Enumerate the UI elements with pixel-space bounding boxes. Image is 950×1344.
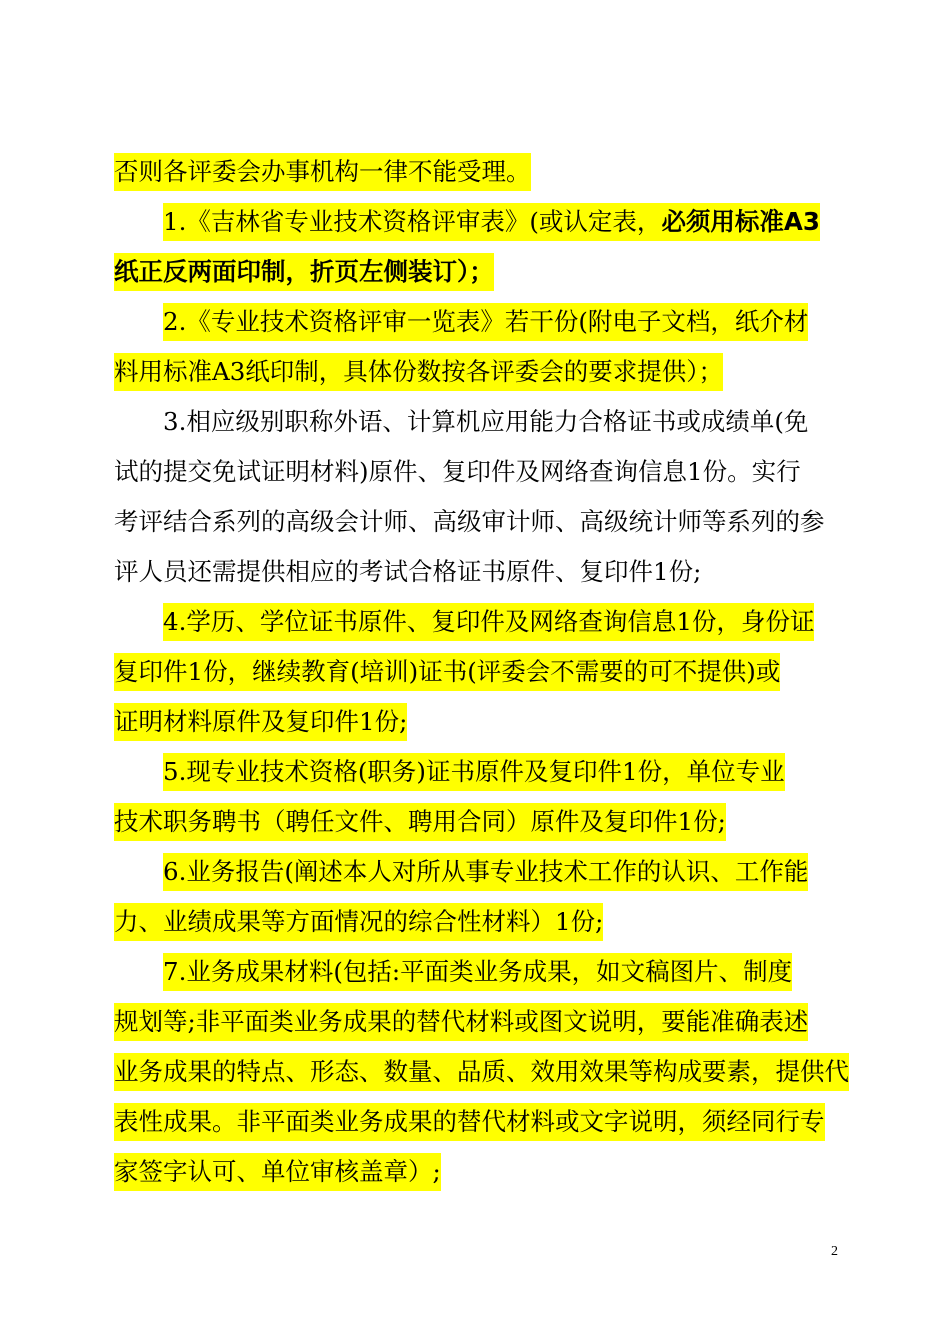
highlighted-text: 料用标准A3纸印制，具体份数按各评委会的要求提供）； xyxy=(114,353,723,391)
list-item-4-line-1 xyxy=(163,605,814,655)
list-item-2-line-1 xyxy=(163,305,808,355)
list-item-7-line-4 xyxy=(114,1105,825,1155)
text: 3.相应级别职称外语、计算机应用能力合格证书或成绩单(免 xyxy=(163,407,809,436)
highlighted-text: 5.现专业技术资格(职务)证书原件及复印件1份，单位专业 xyxy=(163,753,785,791)
bold-highlighted-text: 必须用标准A3 xyxy=(661,203,820,241)
list-item-7-line-3 xyxy=(114,1055,849,1105)
list-item-1-line-1 xyxy=(163,205,820,255)
highlighted-text: 业务成果的特点、形态、数量、品质、效用效果等构成要素，提供代 xyxy=(114,1053,849,1091)
highlighted-text: 6.业务报告(阐述本人对所从事专业技术工作的认识、工作能 xyxy=(163,853,808,891)
text: 评人员还需提供相应的考试合格证书原件、复印件1份; xyxy=(114,557,702,586)
list-item-3-line-4 xyxy=(114,555,701,605)
list-item-3-line-3 xyxy=(114,505,825,555)
list-item-3-line-2 xyxy=(114,455,801,505)
list-item-5-line-2 xyxy=(114,805,726,855)
list-item-7-line-5 xyxy=(114,1155,441,1205)
highlighted-text: 7.业务成果材料(包括:平面类业务成果，如文稿图片、制度 xyxy=(163,953,792,991)
list-item-2-line-2 xyxy=(114,355,723,405)
highlighted-text: 家签字认可、单位审核盖章）; xyxy=(114,1153,441,1191)
highlighted-text: 表性成果。非平面类业务成果的替代材料或文字说明，须经同行专 xyxy=(114,1103,825,1141)
highlighted-text: 技术职务聘书（聘任文件、聘用合同）原件及复印件1份; xyxy=(114,803,726,841)
highlighted-text: 1.《吉林省专业技术资格评审表》(或认定表， xyxy=(163,203,661,241)
list-item-6-line-1 xyxy=(163,855,808,905)
highlighted-text: 复印件1份，继续教育(培训)证书(评委会不需要的可不提供)或 xyxy=(114,653,780,691)
highlighted-text: 4.学历、学位证书原件、复印件及网络查询信息1份，身份证 xyxy=(163,603,814,641)
highlighted-text: 否则各评委会办事机构一律不能受理。 xyxy=(114,153,531,191)
list-item-4-line-3 xyxy=(114,705,407,755)
list-item-1-line-2 xyxy=(114,255,494,305)
highlighted-text: 力、业绩成果等方面情况的综合性材料）1份; xyxy=(114,903,603,941)
text: 考评结合系列的高级会计师、高级审计师、高级统计师等系列的参 xyxy=(114,507,825,536)
page-number: 2 xyxy=(831,1244,838,1259)
highlighted-text: 2.《专业技术资格评审一览表》若干份(附电子文档，纸介材 xyxy=(163,303,808,341)
list-item-7-line-1 xyxy=(163,955,792,1005)
list-item-3-line-1 xyxy=(163,405,808,455)
list-item-4-line-2 xyxy=(114,655,780,705)
list-item-7-line-2 xyxy=(114,1005,808,1055)
list-item-5-line-1 xyxy=(163,755,785,805)
bold-highlighted-text: 纸正反两面印制，折页左侧装订）； xyxy=(114,253,494,291)
highlighted-text: 证明材料原件及复印件1份; xyxy=(114,703,407,741)
text: 试的提交免试证明材料)原件、复印件及网络查询信息1份。实行 xyxy=(114,457,801,486)
highlighted-text: 规划等;非平面类业务成果的替代材料或图文说明，要能准确表述 xyxy=(114,1003,808,1041)
list-item-6-line-2 xyxy=(114,905,603,955)
text-line xyxy=(114,155,531,205)
